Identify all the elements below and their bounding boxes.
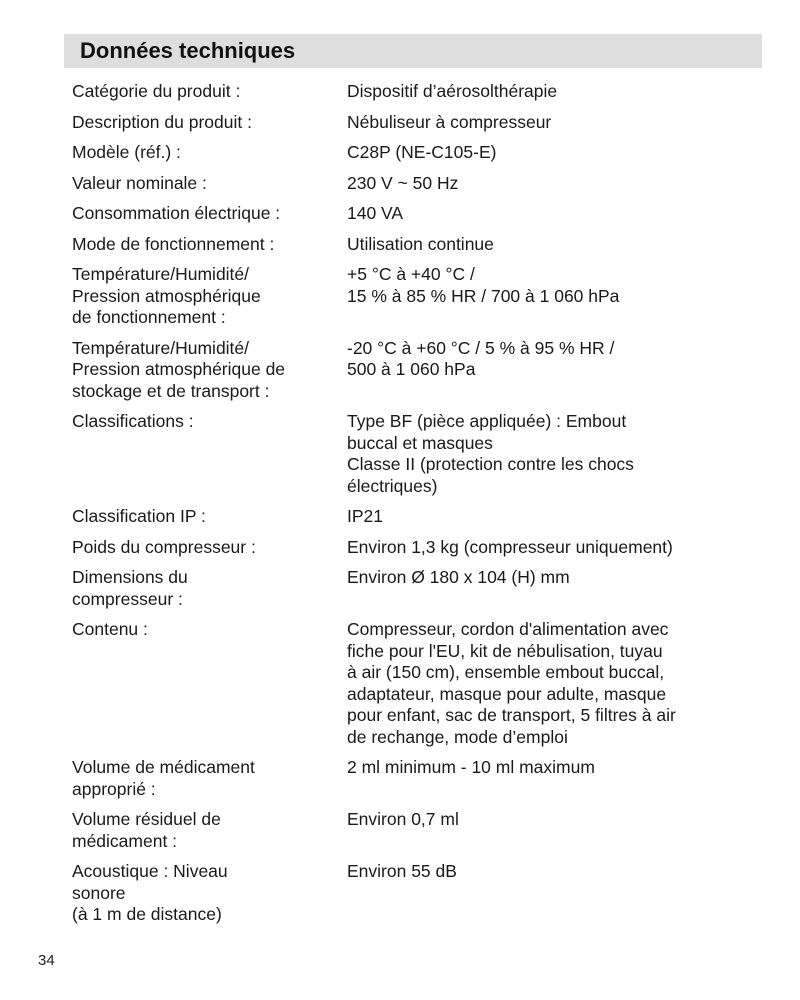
- spec-row: [72, 619, 762, 748]
- spec-row: [72, 757, 762, 800]
- spec-value: Type BF (pièce appliquée) : Embout buccal et masques Classe II (protection contre les chocs électriques): [347, 411, 634, 496]
- spec-value: Environ Ø 180 x 104 (H) mm: [347, 567, 570, 587]
- spec-table: [72, 81, 762, 926]
- spec-label: Acoustique : Niveau sonore (à 1 m de distance): [72, 861, 228, 924]
- spec-value: Environ 0,7 ml: [347, 809, 459, 829]
- spec-row: [72, 411, 762, 497]
- spec-label: Température/Humidité/ Pression atmosphérique de fonctionnement :: [72, 264, 261, 327]
- spec-label: Classifications :: [72, 411, 194, 431]
- spec-label: Poids du compresseur :: [72, 536, 256, 557]
- spec-value: Nébuliseur à compresseur: [347, 111, 552, 132]
- spec-row: [72, 506, 762, 528]
- spec-value: +5 °C à +40 °C / 15 % à 85 % HR / 700 à 1 060 hPa: [347, 264, 620, 306]
- spec-label: Volume de médicament approprié :: [72, 757, 255, 799]
- spec-value: Compresseur, cordon d'alimentation avec fiche pour l'EU, kit de nébulisation, tuyau à air (150 cm), ensemble embout buccal, adaptateur, masque pour adulte, masque pour enfant, sac de transport, 5 filtres à air de rechange, mode d’emploi: [347, 619, 676, 747]
- spec-row: [72, 112, 762, 134]
- spec-row: [72, 234, 762, 256]
- spec-value: 2 ml minimum - 10 ml maximum: [347, 757, 595, 777]
- spec-label: Contenu :: [72, 619, 148, 639]
- spec-label: Dimensions du compresseur :: [72, 567, 188, 609]
- spec-value: Environ 55 dB: [347, 861, 457, 881]
- section-title: Données techniques: [80, 38, 296, 63]
- spec-value: Utilisation continue: [347, 233, 494, 254]
- spec-label: Consommation électrique :: [72, 203, 281, 223]
- spec-value: 230 V ~ 50 Hz: [347, 172, 459, 193]
- spec-row: [72, 173, 762, 195]
- page-number: 34: [38, 952, 55, 969]
- spec-value: C28P (NE-C105-E): [347, 142, 497, 162]
- spec-row: [72, 203, 762, 225]
- spec-value: 140 VA: [347, 203, 404, 223]
- spec-label: Catégorie du produit :: [72, 81, 241, 101]
- spec-value: Dispositif d’aérosolthérapie: [347, 81, 558, 101]
- spec-label: Description du produit :: [72, 111, 252, 132]
- spec-value: Environ 1,3 kg (compresseur uniquement): [347, 536, 673, 557]
- spec-row: [72, 861, 762, 926]
- spec-label: Température/Humidité/ Pression atmosphérique de stockage et de transport :: [72, 337, 286, 401]
- spec-label: Mode de fonctionnement :: [72, 233, 275, 254]
- spec-value: -20 °C à +60 °C / 5 % à 95 % HR / 500 à 1 060 hPa: [347, 337, 615, 379]
- spec-row: [72, 81, 762, 103]
- spec-row: [72, 809, 762, 852]
- spec-label: Volume résiduel de médicament :: [72, 809, 221, 851]
- spec-row: [72, 537, 762, 559]
- spec-label: Classification IP :: [72, 506, 206, 526]
- spec-row: [72, 338, 762, 403]
- spec-value: IP21: [347, 506, 383, 526]
- section-header: [64, 34, 762, 68]
- spec-row: [72, 567, 762, 610]
- spec-label: Modèle (réf.) :: [72, 142, 181, 162]
- spec-row: [72, 142, 762, 164]
- spec-label: Valeur nominale :: [72, 172, 207, 193]
- spec-row: [72, 264, 762, 329]
